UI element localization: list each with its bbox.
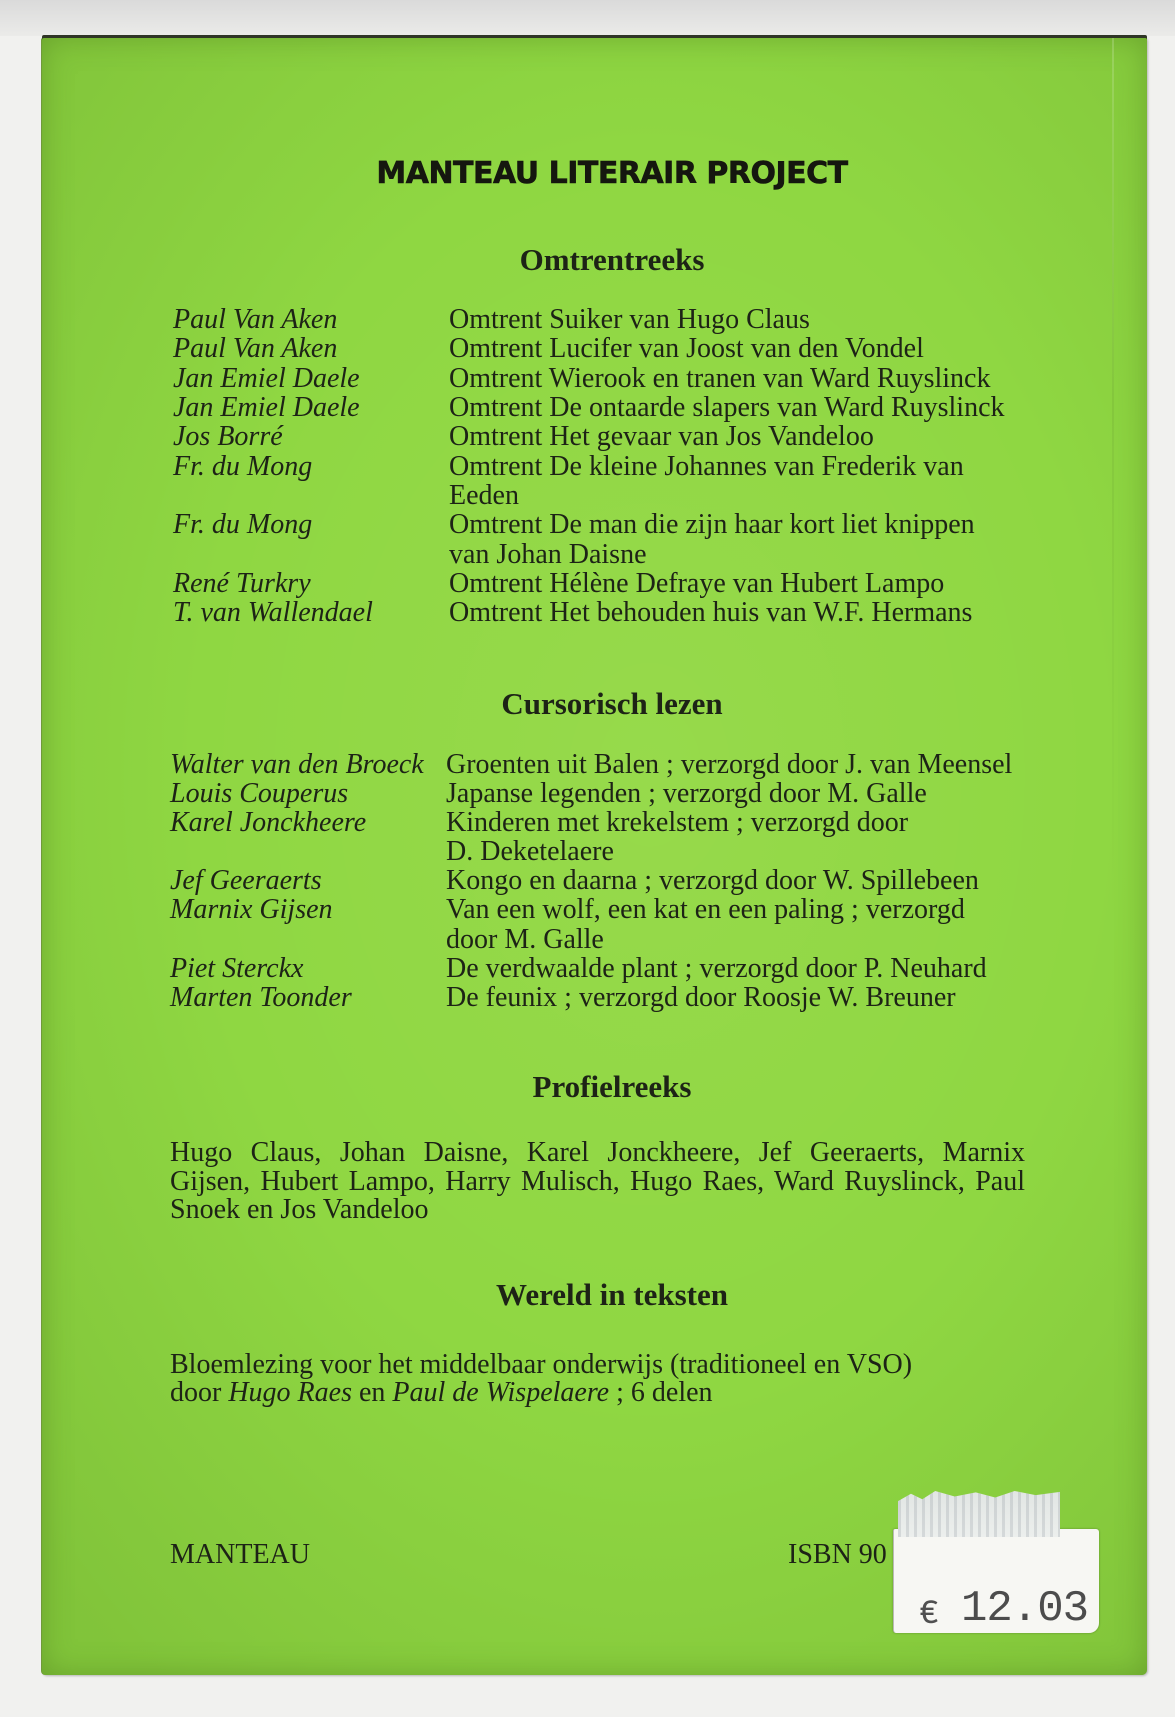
- book-title-line: Omtrent Het behouden huis van W.F. Hermans: [449, 597, 973, 629]
- book-title-line: Omtrent Lucifer van Joost van den Vondel: [449, 333, 924, 365]
- author-name: Piet Sterckx: [170, 952, 304, 984]
- editor-name: Hugo Raes: [228, 1376, 352, 1408]
- book-title-line: Omtrent De kleine Johannes van Frederik van: [449, 450, 964, 482]
- author-name: Marnix Gijsen: [170, 894, 333, 926]
- author-name: Fr. du Mong: [173, 450, 313, 482]
- list-item: [170, 750, 1012, 779]
- book-title: [449, 334, 924, 363]
- list-item: [173, 393, 1005, 422]
- author-name: Paul Van Aken: [173, 333, 338, 365]
- torn-sticker-remnant: [898, 1491, 1060, 1537]
- book-title: [449, 305, 810, 334]
- list-item: [173, 452, 1005, 511]
- paragraph-line: Snoek en Jos Vandeloo: [170, 1194, 429, 1225]
- author-name: Fr. du Mong: [173, 509, 313, 541]
- list-item: [173, 305, 1005, 334]
- author-name: Jan Emiel Daele: [173, 362, 360, 394]
- book-title-line: De verdwaalde plant ; verzorgd door P. Neuhard: [446, 952, 987, 984]
- book-title-line: D. Deketelaere: [446, 836, 614, 868]
- author-name: Jan Emiel Daele: [173, 392, 360, 424]
- cover-crease: [1112, 38, 1114, 938]
- price-amount: 12.03: [961, 1584, 1089, 1634]
- list-item: [170, 779, 1012, 808]
- book-title: [446, 779, 927, 808]
- isbn-number: ISBN 90: [788, 1539, 887, 1570]
- list-item: [170, 866, 1012, 895]
- book-title-line: Omtrent Hélène Defraye van Hubert Lampo: [449, 568, 945, 600]
- omtrentreeks-list: [173, 305, 1005, 628]
- paragraph-line: Gijsen, Hubert Lampo, Harry Mulisch, Hugo Raes, Ward Ruyslinck, Paul: [170, 1165, 1025, 1197]
- list-item: [170, 954, 1012, 983]
- book-title-line: Omtrent De man die zijn haar kort liet knippen: [449, 509, 975, 541]
- prefix-text: door: [170, 1376, 222, 1408]
- book-title: [449, 393, 1005, 422]
- section-heading-wereld-in-teksten: Wereld in teksten: [496, 1277, 728, 1312]
- book-title-line: De feunix ; verzorgd door Roosje W. Breuner: [446, 981, 956, 1013]
- section-heading-profielreeks: Profielreeks: [532, 1069, 692, 1104]
- book-title: [446, 983, 956, 1012]
- book-title-line: Omtrent De ontaarde slapers van Ward Ruyslinck: [449, 392, 1005, 424]
- series-title: MANTEAU LITERAIR PROJECT: [376, 156, 848, 191]
- book-title: [446, 808, 908, 866]
- book-title: [449, 452, 964, 511]
- book-title: [446, 866, 979, 895]
- list-item: [173, 422, 1005, 451]
- section-heading-omtrentreeks: Omtrentreeks: [519, 242, 705, 277]
- author-name: T. van Wallendael: [173, 597, 373, 629]
- author-name: Marten Toonder: [170, 981, 352, 1013]
- book-title-line: Japanse legenden ; verzorgd door M. Galle: [446, 778, 927, 810]
- book-title-line: door M. Galle: [446, 923, 604, 955]
- list-item: [170, 808, 1012, 866]
- author-name: Karel Jonckheere: [170, 807, 367, 839]
- author-name: Jef Geeraerts: [170, 865, 322, 897]
- description-line: Bloemlezing voor het middelbaar onderwijs (traditioneel en VSO): [170, 1349, 913, 1380]
- list-item: [173, 510, 1005, 569]
- book-title-line: Kongo en daarna ; verzorgd door W. Spillebeen: [446, 865, 979, 897]
- description-line: [170, 1376, 912, 1408]
- book-title: [449, 422, 874, 451]
- list-item: [170, 983, 1012, 1012]
- book-title: [446, 954, 987, 983]
- publisher-name: MANTEAU: [170, 1539, 310, 1570]
- book-title: [449, 569, 944, 598]
- paragraph-line: Hugo Claus, Johan Daisne, Karel Jonckheere, Jef Geeraerts, Marnix: [170, 1137, 1025, 1168]
- scan-background: [0, 0, 1175, 36]
- list-item: [173, 569, 1005, 598]
- author-name: René Turkry: [173, 568, 311, 600]
- list-item: [173, 598, 1005, 627]
- book-title-line: Groenten uit Balen ; verzorgd door J. van Meensel: [446, 749, 1013, 780]
- profielreeks-paragraph: [170, 1139, 1025, 1225]
- list-item: [170, 895, 1012, 953]
- book-title: [446, 750, 1012, 779]
- book-title-line: Omtrent Het gevaar van Jos Vandeloo: [449, 421, 874, 453]
- conjunction-text: en: [358, 1376, 386, 1408]
- book-title: [449, 510, 975, 569]
- price-currency: €: [919, 1596, 940, 1634]
- author-name: Jos Borré: [173, 421, 283, 453]
- book-title-line: Eeden: [449, 480, 519, 512]
- author-name: Walter van den Broeck: [170, 749, 424, 780]
- list-item: [173, 364, 1005, 393]
- book-title: [446, 895, 965, 953]
- book-title-line: Omtrent Suiker van Hugo Claus: [449, 304, 810, 335]
- book-title-line: Van een wolf, een kat en een paling ; verzorgd: [446, 894, 965, 926]
- book-back-cover: [42, 38, 1147, 1675]
- wereld-in-teksten-description: [170, 1351, 912, 1406]
- suffix-text: ; 6 delen: [616, 1376, 713, 1408]
- author-name: Paul Van Aken: [173, 304, 338, 335]
- book-title-line: van Johan Daisne: [449, 538, 647, 570]
- book-title: [449, 364, 990, 393]
- book-title: [449, 598, 972, 627]
- cursorisch-lezen-list: [170, 750, 1012, 1012]
- author-name: Louis Couperus: [170, 778, 349, 810]
- book-title-line: Kinderen met krekelstem ; verzorgd door: [446, 807, 909, 839]
- book-title-line: Omtrent Wierook en tranen van Ward Ruyslinck: [449, 362, 991, 394]
- editor-name: Paul de Wispelaere: [392, 1376, 610, 1408]
- list-item: [173, 334, 1005, 363]
- section-heading-cursorisch-lezen: Cursorisch lezen: [501, 686, 723, 721]
